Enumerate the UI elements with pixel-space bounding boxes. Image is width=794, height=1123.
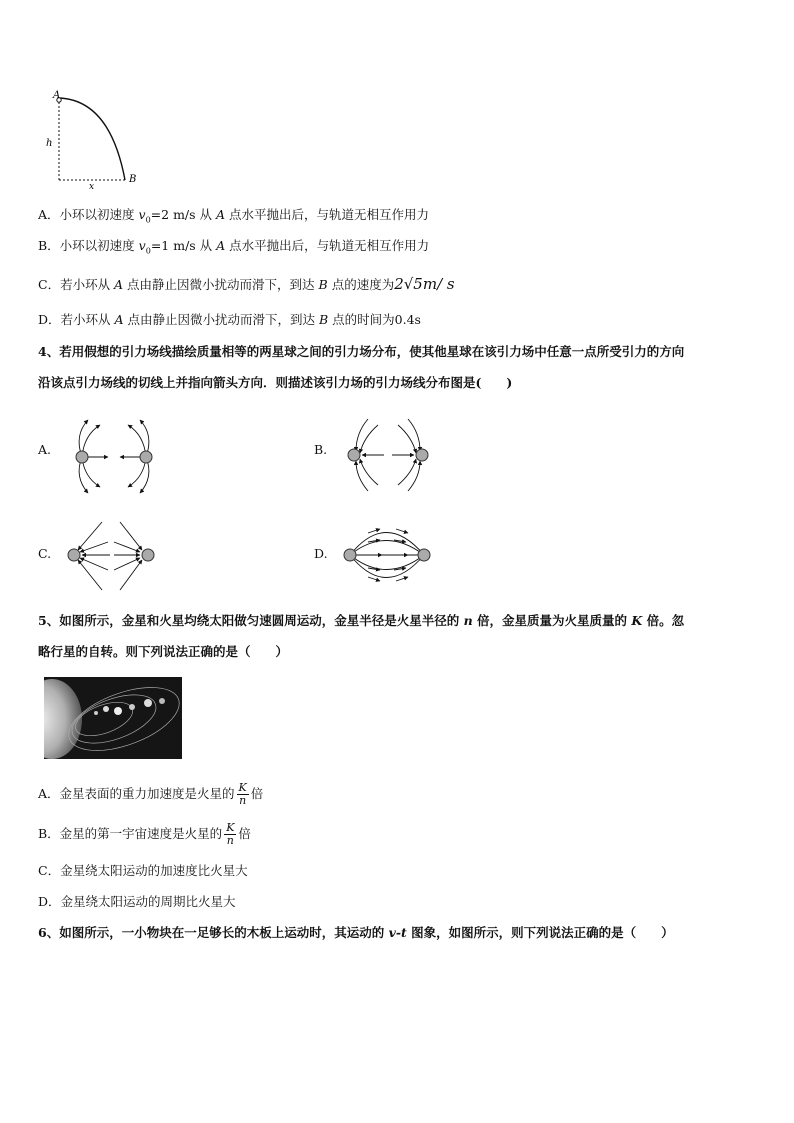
q4-option-a-label: A. xyxy=(38,442,52,457)
q4-stem-line2: 沿该点引力场线的切线上并指向箭头方向．则描述该引力场的引力场线分布图是( ) xyxy=(38,375,513,390)
q4-option-d-label: D. xyxy=(314,546,328,561)
field-diagram-d xyxy=(338,518,438,598)
q5-option-d: D．金星绕太阳运动的周期比火星大 xyxy=(38,894,236,909)
label-a: A xyxy=(53,90,61,101)
star-left xyxy=(348,449,360,461)
star-right xyxy=(416,449,428,461)
q3-option-d: D．若小环从 A 点由静止因微小扰动而滑下，到达 B 点的时间为0.4s xyxy=(38,312,421,327)
q5-option-b: B．金星的第一宇宙速度是火星的 $\frac{K}{n}$ 倍 xyxy=(38,821,251,847)
arc-track xyxy=(59,98,125,180)
q4-option-b-label: B. xyxy=(314,442,328,457)
star-right xyxy=(418,549,430,561)
field-diagram-b xyxy=(338,415,438,495)
q3-option-a: A．小环以初速度 $v_0=2$ m/s 从 A 点水平抛出后，与轨道无相互作用力 xyxy=(38,207,430,225)
field-diagram-c xyxy=(62,518,162,598)
star-left xyxy=(344,549,356,561)
q5-option-a: A．金星表面的重力加速度是火星的 $\frac{K}{n}$ 倍 xyxy=(38,781,264,807)
q5-option-c: C．金星绕太阳运动的加速度比火星大 xyxy=(38,863,248,878)
q3-option-b: B．小环以初速度 $v_0=1$ m/s 从 A 点水平抛出后，与轨道无相互作用力 xyxy=(38,238,430,256)
speed-value: 2√5m/ s xyxy=(394,275,455,293)
q4-option-c-label: C. xyxy=(38,546,52,561)
q4-stem-line1: 4、若用假想的引力场线描绘质量相等的两星球之间的引力场分布，使其他星球在该引力场中任意一点所受引力的方向 xyxy=(38,344,685,359)
label-b: B xyxy=(129,174,137,185)
star-left xyxy=(68,549,80,561)
solar-system-image xyxy=(44,677,182,759)
fraction-k-over-n: $\frac{K}{n}$ xyxy=(238,781,247,807)
q5-stem-line1: 5、如图所示，金星和火星均绕太阳做匀速圆周运动，金星半径是火星半径的 n 倍，金星质量为火星质量的 K 倍。忽 xyxy=(38,613,685,628)
field-diagram-a xyxy=(62,415,162,495)
label-h: h xyxy=(46,138,53,149)
q6-stem: 6、如图所示，一小物块在一足够长的木板上运动时，其运动的 v-t 图象，如图所示，则下列说法正确的是（ ） xyxy=(38,925,674,940)
star-left xyxy=(76,451,88,463)
star-right xyxy=(140,451,152,463)
fraction-k-over-n: $\frac{K}{n}$ xyxy=(226,821,235,847)
label-x: x xyxy=(89,182,95,191)
track-figure xyxy=(40,86,150,191)
q5-stem-line2: 略行星的自转。则下列说法正确的是（ ） xyxy=(38,644,289,659)
q3-option-c: C．若小环从 A 点由静止因微小扰动而滑下，到达 B 点的速度为2√5m/ s xyxy=(38,275,455,293)
star-right xyxy=(142,549,154,561)
